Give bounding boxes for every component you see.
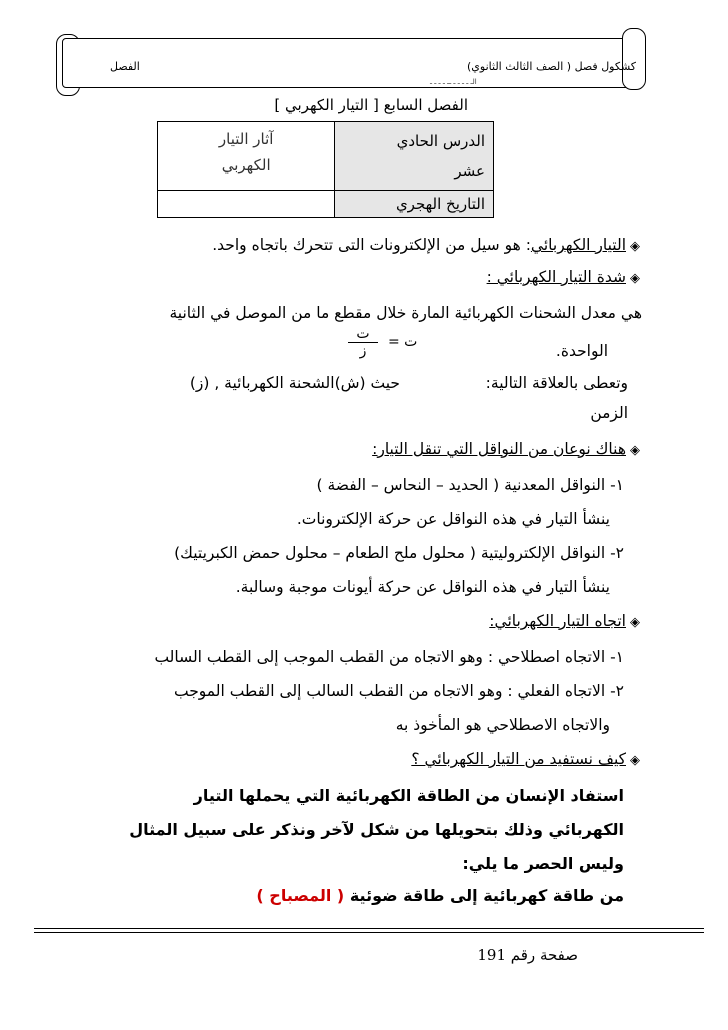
direction-1: ١- الاتجاه اصطلاحي : وهو الاتجاه من القطب الموجب إلى القطب السالب xyxy=(154,648,624,666)
intensity-title: شدة التيار الكهربائي : xyxy=(486,268,626,286)
page-label: صفحة رقم xyxy=(510,946,578,964)
lesson-label-line-2: عشر xyxy=(454,162,485,180)
formula-lhs: ت = xyxy=(388,334,418,350)
conductors-heading xyxy=(372,440,640,458)
formula-fraction xyxy=(348,326,378,359)
header-subtitle: الـ ـ ـ ـ ـ ــ ـ ـ ـ ـ xyxy=(430,78,477,86)
relation-where: حيث (ش)الشحنة الكهربائية , (ز) xyxy=(189,374,400,392)
conductor-2: ٢- النواقل الإلكتروليتية ( محلول ملح الطعام – محلول حمض الكبريتيك) xyxy=(174,544,624,562)
benefit-heading xyxy=(411,750,640,768)
current-def-text: : هو سيل من الإلكترونات التى تتحرك باتجاه واحد. xyxy=(212,236,531,254)
conductor-1: ١- النواقل المعدنية ( الحديد – النحاس – الفضة ) xyxy=(316,476,624,494)
benefit-lamp-example: ( المصباح ) xyxy=(256,886,345,905)
relation-time: الزمن xyxy=(590,404,628,422)
direction-heading xyxy=(489,612,640,630)
lesson-label-cell xyxy=(335,122,494,191)
intensity-text-1: هي معدل الشحنات الكهربائية المارة خلال مقطع ما من الموصل في الثانية xyxy=(169,304,642,322)
lesson-label-line-1: الدرس الحادي xyxy=(396,132,485,150)
hijri-date-label: التاريخ الهجري xyxy=(335,191,494,218)
scroll-curl-right xyxy=(622,28,646,90)
direction-2: ٢- الاتجاه الفعلي : وهو الاتجاه من القطب السالب إلى القطب الموجب xyxy=(173,682,624,700)
lesson-topic-line-2: الكهربي xyxy=(221,156,271,174)
benefit-line-4 xyxy=(256,886,624,905)
footer-rule xyxy=(34,928,704,929)
benefit-line-4-text: من طاقة كهربائية إلى طاقة ضوئية xyxy=(349,886,624,905)
diamond-bullet-icon: ◈ xyxy=(630,271,640,286)
direction-note: والاتجاه الاصطلاحي هو المأخوذ به xyxy=(395,716,610,734)
diamond-bullet-icon: ◈ xyxy=(630,443,640,458)
relation-text: وتعطى بالعلاقة التالية: xyxy=(485,374,628,392)
lesson-info-table xyxy=(157,121,494,218)
current-def-term: التيار الكهربائي xyxy=(530,236,626,254)
conductor-2-note: ينشأ التيار في هذه النواقل عن حركة أيونات موجبة وسالبة. xyxy=(235,578,610,596)
benefit-line-3: وليس الحصر ما يلي: xyxy=(462,854,624,873)
header-chapter-label: الفصل xyxy=(110,60,140,73)
diamond-bullet-icon: ◈ xyxy=(630,753,640,768)
diamond-bullet-icon: ◈ xyxy=(630,239,640,254)
footer-rule-thin xyxy=(34,932,704,933)
intensity-heading xyxy=(487,268,640,286)
hijri-date-value xyxy=(158,191,335,218)
formula-numerator: ت xyxy=(348,326,378,343)
benefit-title: كيف نستفيد من التيار الكهربائي ؟ xyxy=(411,750,626,768)
diamond-bullet-icon: ◈ xyxy=(630,615,640,630)
intensity-text-2: الواحدة. xyxy=(555,342,608,360)
header-course-title: كشكول فصل ( الصف الثالث الثانوي) xyxy=(467,60,636,73)
formula-denominator: ز xyxy=(359,343,367,359)
page-number-value: 191 xyxy=(477,946,506,964)
conductor-1-note: ينشأ التيار في هذه النواقل عن حركة الإلكترونات. xyxy=(296,510,610,528)
page-number xyxy=(477,946,578,964)
benefit-line-1: استفاد الإنسان من الطاقة الكهربائية التي يحملها التيار xyxy=(193,786,624,805)
benefit-line-2: الكهربائي وذلك بتحويلها من شكل لآخر ونذكر على سبيل المثال xyxy=(129,820,624,839)
lesson-topic-cell xyxy=(158,122,335,191)
lesson-topic-line-1: آثار التيار xyxy=(218,130,274,148)
chapter-title: الفصل السابع [ التيار الكهربي ] xyxy=(274,96,468,114)
current-definition xyxy=(212,236,640,254)
conductors-title: هناك نوعان من النواقل التي تنقل التيار: xyxy=(372,440,626,458)
direction-title: اتجاه التيار الكهربائي: xyxy=(489,612,626,630)
